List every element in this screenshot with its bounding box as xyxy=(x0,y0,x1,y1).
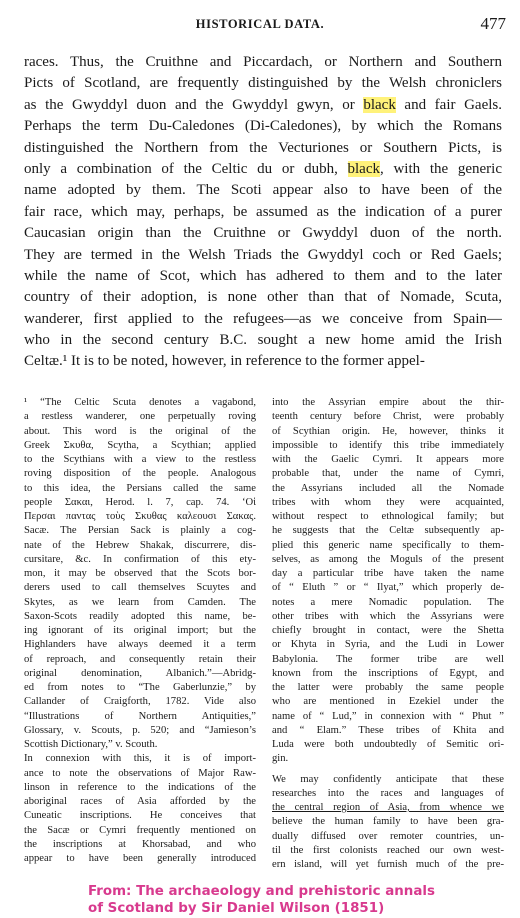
main-text-line: Perhaps the term Du-Caledones (Di-Caledones), by which the Romans xyxy=(24,118,502,135)
footnote-line: Sacæ. The Persian Sack is plainly a cog- xyxy=(24,525,256,537)
footnote-line: without respect to ethnological family; but xyxy=(272,511,504,522)
footnote-line: or Khyta in Syria, and the Ludi in Lower xyxy=(272,639,504,651)
main-text-line: Picts of Scotland, are frequently distinguished by the Welsh chroniclers xyxy=(24,75,502,92)
main-text-line: Celtæ.¹ It is to be noted, however, in reference to the former appel- xyxy=(24,353,425,370)
footnote-line: Skytes, as we learn from Camden. The xyxy=(24,596,256,608)
footnote-line: people Σακαι, Herod. l. 7, cap. 74. ‘Οἱ xyxy=(24,496,256,508)
footnote-line: he suggests that the Celtæ subsequently ap- xyxy=(272,525,504,537)
footnote-line: derers used to call themselves Scuytes and xyxy=(24,582,256,594)
footnote-line: appear to have been generally introduced xyxy=(24,853,256,864)
footnote-line: Scottish Dictionary,” v. Scouth. xyxy=(24,739,158,750)
footnote-line: of reproach, and consequently retain their xyxy=(24,653,256,665)
footnote-line: ed from notes to “The Gaberlunzie,” by xyxy=(24,682,256,693)
footnote-line: ¹ “The Celtic Scuta denotes a vagabond, xyxy=(24,397,256,408)
footnote-line: the Sacæ or Cymri frequently mentioned on xyxy=(24,824,256,836)
footnote-line: chiefly brought in contact, were the Shetta xyxy=(272,625,504,636)
main-text-line: while the name of Scot, which has adhered to them and to the later xyxy=(24,267,502,284)
main-text-line: as the Gwyddyl duon and the Gwyddyl gwyn, or black and fair Gaels. xyxy=(24,96,502,113)
main-text-line: distinguished the Northern from the Vecturiones or Southern Picts, is xyxy=(24,139,502,156)
footnote-left-column xyxy=(24,396,256,866)
footnote-line: original denomination, Albanich.”—Abridg- xyxy=(24,667,256,679)
main-text-line: They are termed in the Welsh Triads the Gwyddyl coch or Red Gaels; xyxy=(24,246,502,263)
footnote-line: gin. xyxy=(272,753,289,765)
footnote-line: the Assyrians included all the Nomade xyxy=(272,482,504,494)
footnote-line: impossible to identify this tribe immediately xyxy=(272,439,504,451)
footnote-line: probable that, under the name of Cymri, xyxy=(272,468,504,480)
footnote-line: “Illustrations of Northern Antiquities,” xyxy=(24,710,256,722)
highlighted-word: black xyxy=(347,160,380,177)
footnote-line: mon, it may be observed that the Scots bor- xyxy=(24,568,256,579)
footnote-line: roving disposition of the people. Analogous xyxy=(24,468,256,480)
footnote-line: notes a mere Nomadic population. The xyxy=(272,596,504,608)
footnote-line: tribes with whom they were acquainted, xyxy=(272,496,504,508)
footnote-line: cursitare, &c. In confirmation of this ety- xyxy=(24,553,256,565)
footnote-line: selves, as among the Moguls of the present xyxy=(272,553,504,565)
footnote-line: linson in reference to the indications of the xyxy=(24,781,256,793)
footnote-line: into the Assyrian empire about the thir- xyxy=(272,397,504,408)
footnote-line: Callander of Craigforth, 1782. Vide also xyxy=(24,696,256,708)
caption-line-2: of Scotland by Sir Daniel Wilson (1851) xyxy=(88,901,385,916)
footnote-line: to this idea, the Persians called the same xyxy=(24,482,256,494)
footnote-line: to the Scythians with a view to the restless xyxy=(24,454,256,465)
running-head: HISTORICAL DATA. xyxy=(195,17,325,31)
footnote-line: and “ Elam.” These tribes of Khita and xyxy=(272,724,504,736)
footnote-line: Babylonia. The former tribe are well xyxy=(272,653,504,665)
main-text-line: Caucasian origin than the Cruithne or Gwyddyl duon of the north. xyxy=(24,225,502,242)
footnote-line: other tribes with which the Assyrians were xyxy=(272,610,504,622)
footnote-line: ing ignorant of its original import; but the xyxy=(24,625,256,636)
main-text-line: country of their adoption, is none other than that of Nomade, Scuta, xyxy=(24,289,502,306)
footnote-line: Luda were both undoubtedly of Semitic ori- xyxy=(272,739,504,750)
footnote-line: teenth century before Christ, were probably xyxy=(272,411,504,423)
footnote-line: Cuneatic inscriptions. He conceives that xyxy=(24,810,256,822)
page-header xyxy=(0,14,520,34)
footnote-line: with the Gaelic Cymri. It appears more xyxy=(272,454,504,465)
main-text-line: wanderer, first applied to the refugees—as we conceive from Spain— xyxy=(24,310,502,327)
footnote-line: Glossary, v. Scouts, p. 520; and “Jamieson’s xyxy=(24,724,256,736)
source-caption xyxy=(88,883,508,917)
footnote-line: believe the human family to have been gra- xyxy=(272,816,504,828)
footnote-line: known from the inscriptions of Egypt, and xyxy=(272,667,504,679)
footnote-line: We may confidently anticipate that these xyxy=(272,773,504,785)
caption-line-1: From: The archaeology and prehistoric annals xyxy=(88,884,435,899)
footnote-line: In connexion with this, it is of import- xyxy=(24,753,256,765)
footnote-line: the central region of Asia, from whence we xyxy=(272,802,504,813)
footnote-line: ance to note the observations of Major Raw- xyxy=(24,767,256,779)
footnote-right-column xyxy=(272,396,504,872)
footnote-line: ern island, will yet furnish much of the pre- xyxy=(272,859,504,870)
footnote-line: day a particular tribe have taken the name xyxy=(272,568,504,579)
footnote-line: the inscriptions at Khorsabad, and who xyxy=(24,838,256,850)
footnote-line: plied this generic name specifically to them- xyxy=(272,539,504,551)
footnote-line: aboriginal races of Asia afforded by the xyxy=(24,796,256,807)
footnote-line: nate of the Hebrew Shakak, discurrere, dis- xyxy=(24,539,256,551)
footnote-line: a restless wanderer, one perpetually roving xyxy=(24,411,256,423)
footnote-line: Greek Σκυθα, Scytha, a Scythian; applied xyxy=(24,439,256,451)
footnote-line: Saxon-Scots readily adopted this name, be- xyxy=(24,610,256,622)
footnote-line: of “ Eluth ” or “ Ilyat,” which properly de- xyxy=(272,582,504,594)
footnote-line: who are mentioned in Ezekiel under the xyxy=(272,696,504,708)
footnote-line: til the first colonists reached our own west- xyxy=(272,844,504,856)
highlighted-word: black xyxy=(363,96,396,113)
main-text-line: who in the second century B.C. sought a new home amid the Irish xyxy=(24,332,502,349)
main-text-line: races. Thus, the Cruithne and Piccardach, or Northern and Southern xyxy=(24,54,502,70)
main-text-line: name adopted by them. The Scoti appear also to have been of the xyxy=(24,182,502,199)
footnote-line: of Scythian origin. He, however, thinks it xyxy=(272,425,504,437)
main-text-line: fair race, which may, perhaps, be assumed as the indication of a purer xyxy=(24,203,502,220)
main-text-line: only a combination of the Celtic du or dubh, black, with the generic xyxy=(24,160,502,177)
footnote-line: Περσαι παντας τοὺς Σκυθας καλεουσι Σακας. xyxy=(24,511,256,522)
main-text-block xyxy=(24,52,502,373)
footnote-line: about. This word is the original of the xyxy=(24,425,256,437)
footnote-line: Highlanders have always deemed it a term xyxy=(24,639,256,651)
footnote-line: name of “ Lud,” in connexion with “ Phut ” xyxy=(272,710,504,722)
footnote-line: the latter were probably the same people xyxy=(272,682,504,693)
footnote-line: dually diffused over remoter countries, un- xyxy=(272,830,504,842)
page-number: 477 xyxy=(480,14,506,33)
footnote-line: researches into the races and languages of xyxy=(272,787,504,799)
